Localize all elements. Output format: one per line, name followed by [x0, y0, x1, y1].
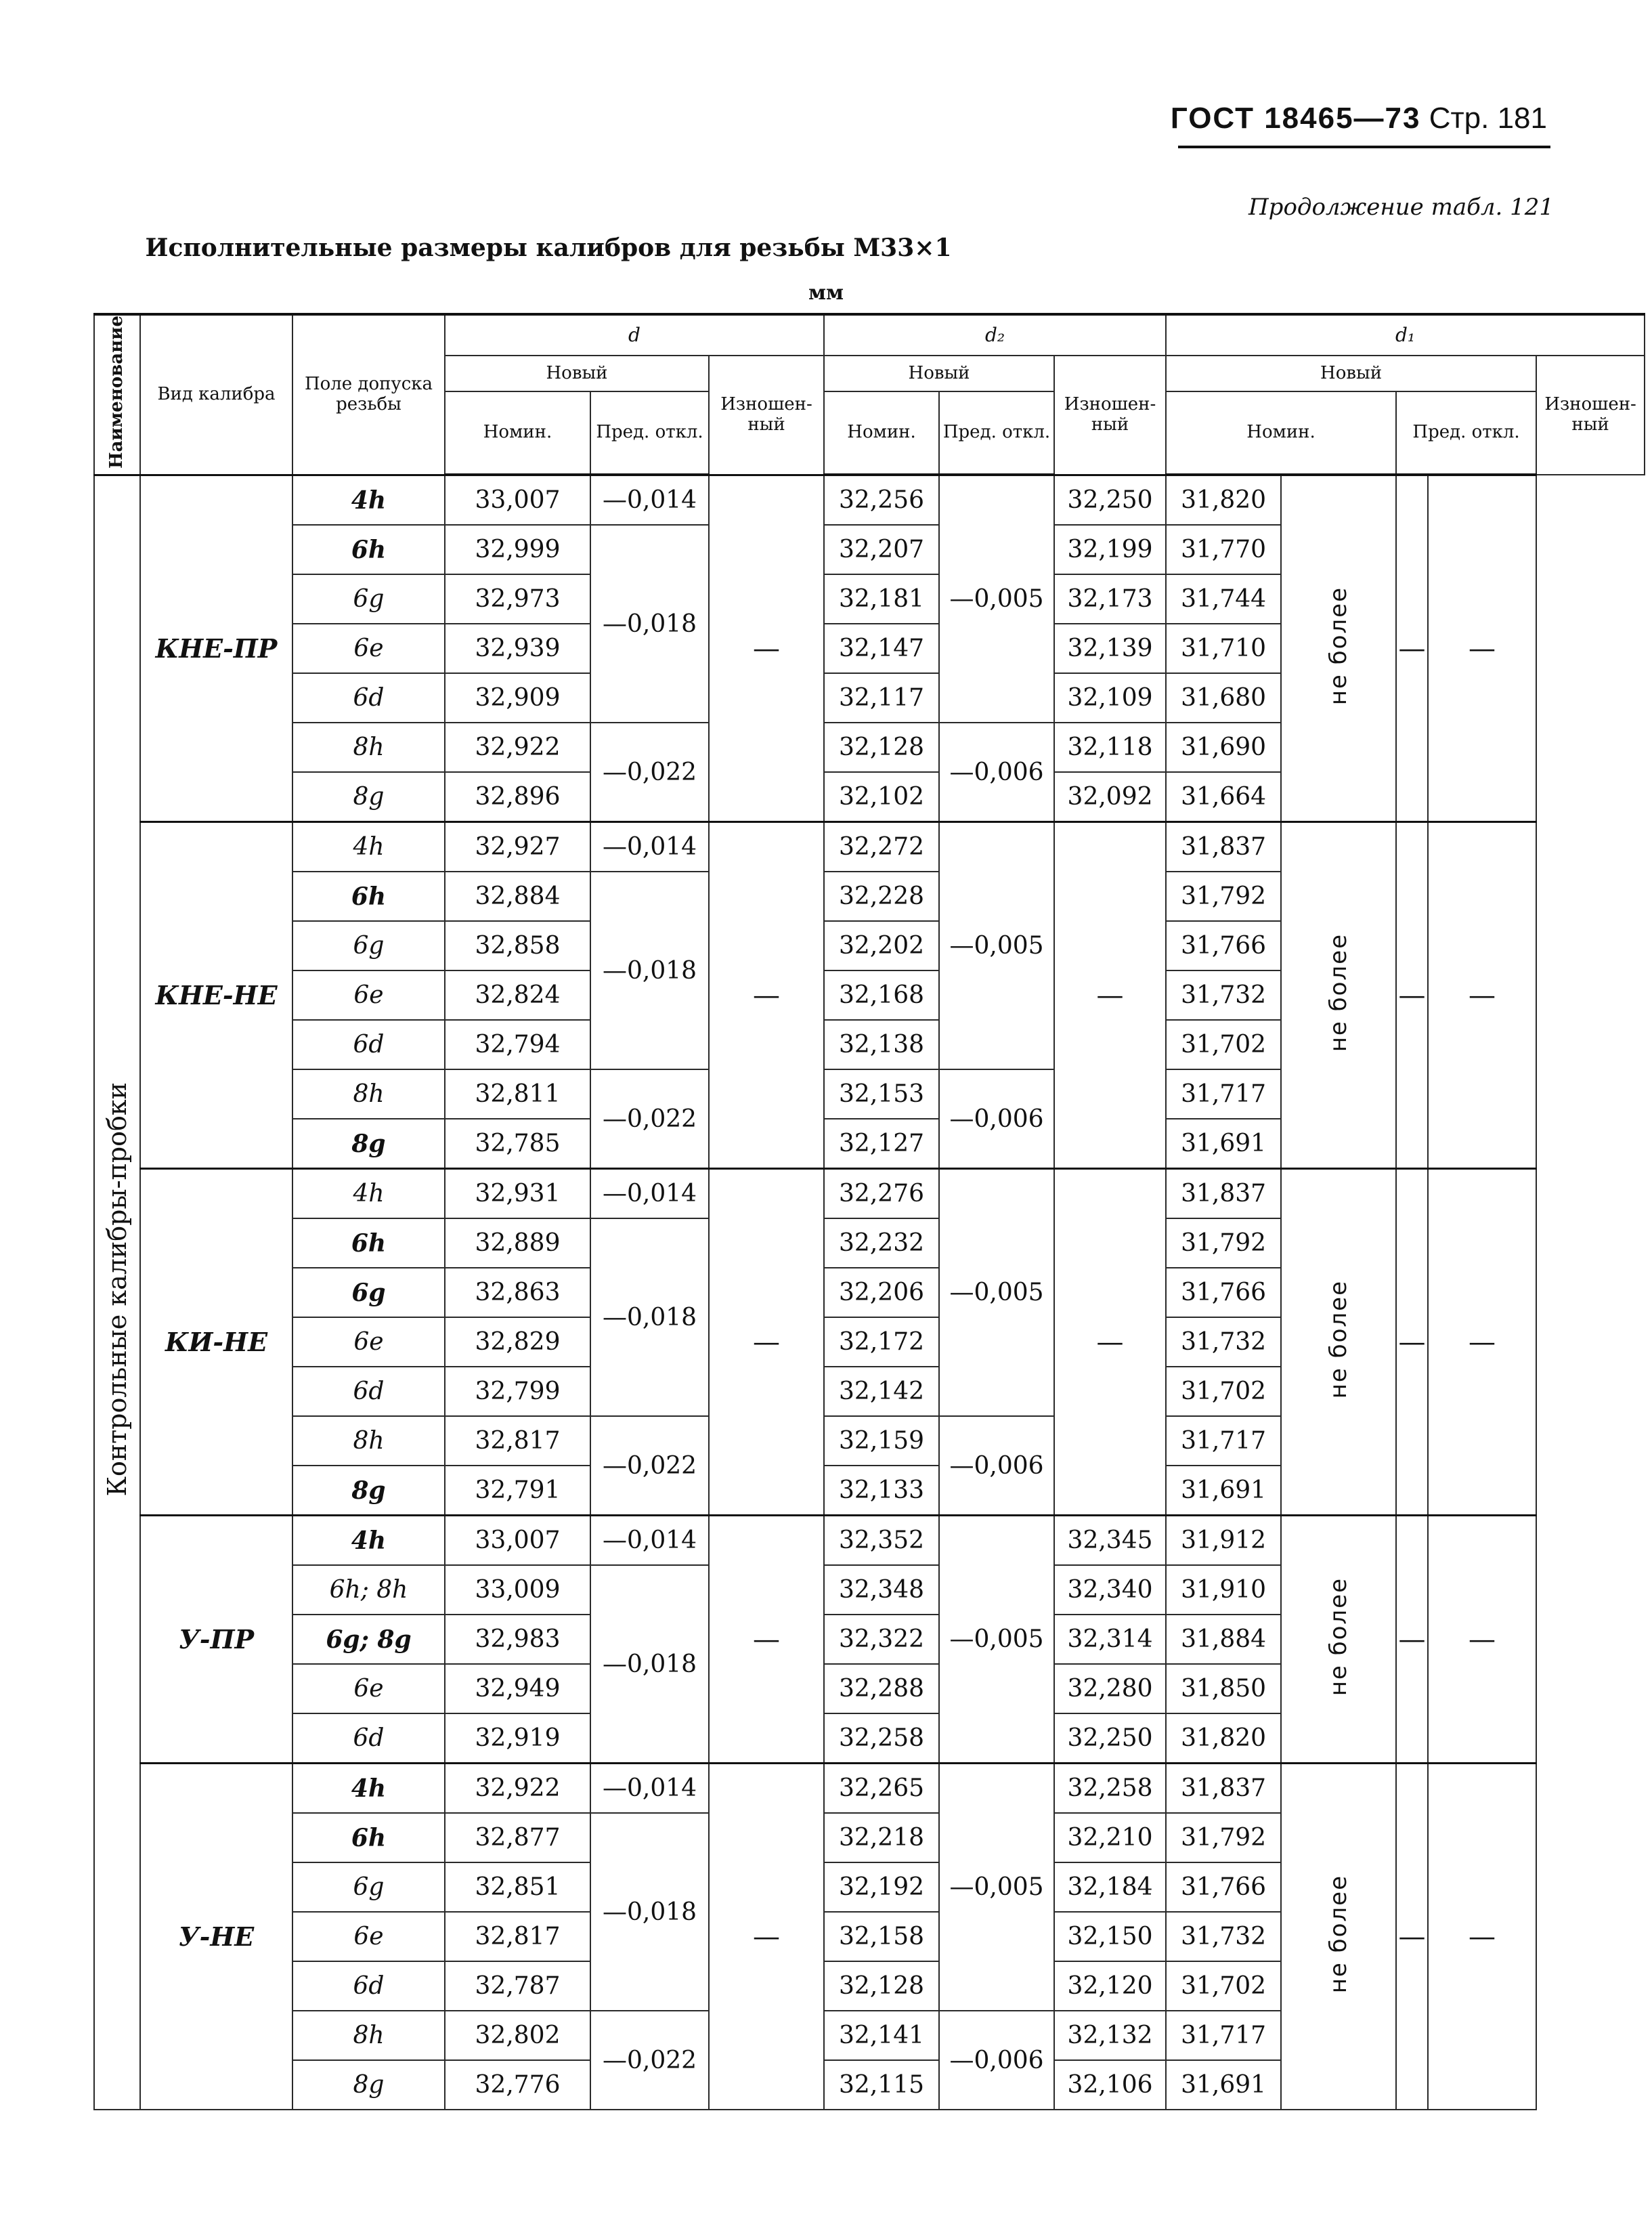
tolerance-field: 6h [292, 525, 445, 574]
d-deviation-header: Пред. откл. [590, 391, 709, 475]
d1-deviation: — [1396, 822, 1428, 1169]
units-label: мм [808, 281, 844, 305]
d2-nominal: 32,202 [824, 921, 939, 970]
d1-nominal: 31,664 [1166, 772, 1281, 822]
d-deviation: —0,018 [590, 1813, 709, 2011]
tolerance-field: 6e [292, 624, 445, 673]
category-label: Контрольные калибры-пробки [94, 475, 140, 2110]
d2-nominal: 32,141 [824, 2011, 939, 2060]
table-row [94, 822, 1645, 872]
d2-deviation: —0,005 [939, 1764, 1054, 2011]
tolerance-field: 6e [292, 1317, 445, 1367]
d2-nominal: 32,272 [824, 822, 939, 872]
tolerance-field: 6e [292, 970, 445, 1020]
d-worn: — [709, 1516, 824, 1764]
d-deviation: —0,022 [590, 723, 709, 822]
d2-worn: 32,120 [1054, 1961, 1166, 2011]
table-row [94, 475, 1645, 525]
tolerance-field: 8h [292, 2011, 445, 2060]
d1-nominal: 31,717 [1166, 2011, 1281, 2060]
d-nominal: 32,927 [445, 822, 590, 872]
d-nominal: 33,007 [445, 1516, 590, 1566]
d1-nominal: 31,702 [1166, 1367, 1281, 1416]
tolerance-field: 6g [292, 921, 445, 970]
d-nominal: 32,919 [445, 1713, 590, 1764]
d2-nominal: 32,117 [824, 673, 939, 723]
col-d1-header: d₁ [1166, 314, 1645, 356]
col-gauge-type-header: Вид калибра [140, 314, 292, 475]
d-nominal: 32,896 [445, 772, 590, 822]
d1-nominal: 31,912 [1166, 1516, 1281, 1566]
d-nominal: 32,889 [445, 1218, 590, 1268]
d-worn: — [709, 1169, 824, 1516]
d-nominal: 32,802 [445, 2011, 590, 2060]
tolerance-field: 6d [292, 1020, 445, 1069]
not-more-label: не более [1281, 475, 1396, 822]
d-new-header: Новый [445, 356, 709, 391]
d2-nominal: 32,102 [824, 772, 939, 822]
d-nominal: 32,939 [445, 624, 590, 673]
d1-nominal: 31,820 [1166, 475, 1281, 525]
gauge-name: КНЕ-НЕ [140, 822, 292, 1169]
d2-nominal: 32,115 [824, 2060, 939, 2110]
d1-nominal: 31,792 [1166, 1813, 1281, 1862]
d-nominal: 32,817 [445, 1416, 590, 1466]
d2-worn: 32,132 [1054, 2011, 1166, 2060]
d1-nominal-header: Номин. [1166, 391, 1396, 475]
d1-deviation: — [1396, 1169, 1428, 1516]
d2-nominal: 32,207 [824, 525, 939, 574]
d2-worn: 32,258 [1054, 1764, 1166, 1814]
d1-nominal: 31,837 [1166, 1169, 1281, 1219]
d1-nominal: 31,820 [1166, 1713, 1281, 1764]
tolerance-field: 6g [292, 1862, 445, 1912]
d1-deviation-header: Пред. откл. [1396, 391, 1536, 475]
d2-nominal: 32,256 [824, 475, 939, 525]
d2-nominal: 32,138 [824, 1020, 939, 1069]
d2-nominal: 32,133 [824, 1466, 939, 1516]
d2-nominal: 32,128 [824, 723, 939, 772]
d2-nominal: 32,128 [824, 1961, 939, 2011]
d2-worn: 32,173 [1054, 574, 1166, 624]
d2-nominal: 32,172 [824, 1317, 939, 1367]
d2-deviation: —0,005 [939, 475, 1054, 723]
table-continuation-note: Продолжение табл. 121 [1248, 194, 1554, 221]
col-d-header: d [445, 314, 824, 356]
d1-nominal: 31,884 [1166, 1615, 1281, 1664]
d1-nominal: 31,766 [1166, 1268, 1281, 1317]
d1-nominal: 31,850 [1166, 1664, 1281, 1713]
d1-nominal: 31,710 [1166, 624, 1281, 673]
tolerance-field: 6e [292, 1664, 445, 1713]
gauge-dimensions-table [93, 313, 1645, 2110]
d1-nominal: 31,770 [1166, 525, 1281, 574]
d-deviation: —0,014 [590, 822, 709, 872]
d1-nominal: 31,837 [1166, 1764, 1281, 1814]
d-nominal: 32,858 [445, 921, 590, 970]
d2-worn: 32,250 [1054, 1713, 1166, 1764]
standard-number: ГОСТ 18465—73 [1170, 102, 1421, 135]
d2-worn: 32,118 [1054, 723, 1166, 772]
d1-nominal: 31,690 [1166, 723, 1281, 772]
d-deviation: —0,014 [590, 1764, 709, 1814]
d1-nominal: 31,702 [1166, 1961, 1281, 2011]
d2-nominal: 32,158 [824, 1912, 939, 1961]
d2-worn: 32,199 [1054, 525, 1166, 574]
tolerance-field: 4h [292, 1516, 445, 1566]
tolerance-field: 6g; 8g [292, 1615, 445, 1664]
d2-nominal: 32,153 [824, 1069, 939, 1119]
d-deviation: —0,022 [590, 2011, 709, 2110]
d-nominal-header: Номин. [445, 391, 590, 475]
d-nominal: 32,776 [445, 2060, 590, 2110]
d2-deviation: —0,006 [939, 723, 1054, 822]
d-nominal: 32,811 [445, 1069, 590, 1119]
d1-worn: — [1428, 475, 1536, 822]
tolerance-field: 6h [292, 872, 445, 921]
tolerance-field: 6h [292, 1813, 445, 1862]
tolerance-field: 4h [292, 1764, 445, 1814]
tolerance-field: 6g [292, 574, 445, 624]
d-nominal: 32,863 [445, 1268, 590, 1317]
d2-nominal: 32,127 [824, 1119, 939, 1169]
tolerance-field: 6d [292, 1367, 445, 1416]
d1-deviation: — [1396, 1764, 1428, 2110]
d-nominal: 32,794 [445, 1020, 590, 1069]
d2-nominal: 32,276 [824, 1169, 939, 1219]
d-nominal: 32,922 [445, 723, 590, 772]
d-nominal: 32,973 [445, 574, 590, 624]
d2-worn: — [1054, 822, 1166, 1169]
d-nominal: 32,829 [445, 1317, 590, 1367]
d2-nominal: 32,258 [824, 1713, 939, 1764]
d2-nominal: 32,218 [824, 1813, 939, 1862]
d-deviation: —0,014 [590, 1169, 709, 1219]
d2-nominal: 32,159 [824, 1416, 939, 1466]
d2-nominal: 32,206 [824, 1268, 939, 1317]
d-worn-header: Изношен-ный [709, 356, 824, 475]
d-nominal: 33,007 [445, 475, 590, 525]
d-nominal: 32,877 [445, 1813, 590, 1862]
d2-worn: 32,150 [1054, 1912, 1166, 1961]
d2-new-header: Новый [824, 356, 1054, 391]
d2-worn: 32,345 [1054, 1516, 1166, 1566]
d-nominal: 32,909 [445, 673, 590, 723]
d-deviation: —0,018 [590, 872, 709, 1069]
d-deviation: —0,014 [590, 475, 709, 525]
d1-nominal: 31,910 [1166, 1565, 1281, 1615]
d-nominal: 32,851 [445, 1862, 590, 1912]
d2-nominal: 32,228 [824, 872, 939, 921]
table-row [94, 1516, 1645, 1566]
d1-deviation: — [1396, 475, 1428, 822]
d2-worn: 32,092 [1054, 772, 1166, 822]
d2-worn: 32,280 [1054, 1664, 1166, 1713]
d-deviation: —0,018 [590, 1565, 709, 1764]
d-deviation: —0,022 [590, 1069, 709, 1169]
tolerance-field: 8h [292, 1069, 445, 1119]
tolerance-field: 6d [292, 1713, 445, 1764]
d2-worn: — [1054, 1169, 1166, 1516]
col-tolerance-field-header: Поле допуска резьбы [292, 314, 445, 475]
tolerance-field: 4h [292, 475, 445, 525]
page-header [1171, 102, 1547, 135]
d-nominal: 32,949 [445, 1664, 590, 1713]
d1-nominal: 31,837 [1166, 822, 1281, 872]
d2-worn: 32,109 [1054, 673, 1166, 723]
d-deviation: —0,018 [590, 1218, 709, 1416]
d-nominal: 32,785 [445, 1119, 590, 1169]
d2-nominal-header: Номин. [824, 391, 939, 475]
d-nominal: 32,983 [445, 1615, 590, 1664]
d-nominal: 32,824 [445, 970, 590, 1020]
d1-deviation: — [1396, 1516, 1428, 1764]
d-nominal: 32,799 [445, 1367, 590, 1416]
tolerance-field: 8g [292, 1466, 445, 1516]
d1-worn: — [1428, 822, 1536, 1169]
d2-nominal: 32,181 [824, 574, 939, 624]
tolerance-field: 8g [292, 1119, 445, 1169]
d1-nominal: 31,732 [1166, 970, 1281, 1020]
header-rule [1178, 146, 1550, 148]
d2-worn-header: Изношен-ный [1054, 356, 1166, 475]
d2-deviation: —0,006 [939, 2011, 1054, 2110]
gauge-name: КНЕ-ПР [140, 475, 292, 822]
table-row [94, 1764, 1645, 1814]
d1-nominal: 31,792 [1166, 1218, 1281, 1268]
d2-nominal: 32,265 [824, 1764, 939, 1814]
d-nominal: 32,884 [445, 872, 590, 921]
tolerance-field: 6d [292, 673, 445, 723]
table-row [94, 1169, 1645, 1219]
d2-worn: 32,314 [1054, 1615, 1166, 1664]
d2-nominal: 32,322 [824, 1615, 939, 1664]
d-nominal: 33,009 [445, 1565, 590, 1615]
d-nominal: 32,999 [445, 525, 590, 574]
d1-nominal: 31,691 [1166, 1119, 1281, 1169]
gauge-name: КИ-НЕ [140, 1169, 292, 1516]
d2-nominal: 32,288 [824, 1664, 939, 1713]
d2-nominal: 32,192 [824, 1862, 939, 1912]
d2-worn: 32,184 [1054, 1862, 1166, 1912]
d-nominal: 32,931 [445, 1169, 590, 1219]
gauge-name: У-НЕ [140, 1764, 292, 2110]
tolerance-field: 8g [292, 772, 445, 822]
d-deviation: —0,014 [590, 1516, 709, 1566]
d1-nominal: 31,680 [1166, 673, 1281, 723]
d-nominal: 32,922 [445, 1764, 590, 1814]
tolerance-field: 6g [292, 1268, 445, 1317]
d1-nominal: 31,792 [1166, 872, 1281, 921]
d1-nominal: 31,717 [1166, 1416, 1281, 1466]
d1-nominal: 31,691 [1166, 2060, 1281, 2110]
d2-worn: 32,250 [1054, 475, 1166, 525]
d2-deviation: —0,005 [939, 822, 1054, 1070]
d1-worn: — [1428, 1516, 1536, 1764]
d-deviation: —0,018 [590, 525, 709, 723]
not-more-label: не более [1281, 822, 1396, 1169]
d2-worn: 32,210 [1054, 1813, 1166, 1862]
tolerance-field: 6h [292, 1218, 445, 1268]
d1-worn-header: Изношен-ный [1536, 356, 1645, 475]
d2-worn: 32,139 [1054, 624, 1166, 673]
not-more-label: не более [1281, 1169, 1396, 1516]
d1-new-header: Новый [1166, 356, 1536, 391]
d2-nominal: 32,232 [824, 1218, 939, 1268]
d2-deviation: —0,006 [939, 1416, 1054, 1516]
d1-nominal: 31,702 [1166, 1020, 1281, 1069]
d-deviation: —0,022 [590, 1416, 709, 1516]
d1-nominal: 31,766 [1166, 921, 1281, 970]
d2-deviation: —0,005 [939, 1169, 1054, 1417]
d2-nominal: 32,147 [824, 624, 939, 673]
d-worn: — [709, 1764, 824, 2110]
page-number: Стр. 181 [1429, 102, 1547, 135]
tolerance-field: 4h [292, 822, 445, 872]
d-nominal: 32,787 [445, 1961, 590, 2011]
d1-nominal: 31,744 [1166, 574, 1281, 624]
tolerance-field: 6d [292, 1961, 445, 2011]
d-nominal: 32,791 [445, 1466, 590, 1516]
tolerance-field: 8h [292, 723, 445, 772]
d-worn: — [709, 822, 824, 1169]
d-worn: — [709, 475, 824, 822]
not-more-label: не более [1281, 1516, 1396, 1764]
d2-nominal: 32,352 [824, 1516, 939, 1566]
d1-worn: — [1428, 1764, 1536, 2110]
tolerance-field: 8h [292, 1416, 445, 1466]
tolerance-field: 6h; 8h [292, 1565, 445, 1615]
d1-nominal: 31,732 [1166, 1317, 1281, 1367]
d2-deviation-header: Пред. откл. [939, 391, 1054, 475]
d1-nominal: 31,691 [1166, 1466, 1281, 1516]
d2-nominal: 32,168 [824, 970, 939, 1020]
table-title: Исполнительные размеры калибров для резьбы М33×1 [145, 234, 952, 262]
d1-nominal: 31,732 [1166, 1912, 1281, 1961]
d2-deviation: —0,006 [939, 1069, 1054, 1169]
d1-nominal: 31,766 [1166, 1862, 1281, 1912]
d1-worn: — [1428, 1169, 1536, 1516]
d2-nominal: 32,142 [824, 1367, 939, 1416]
d2-nominal: 32,348 [824, 1565, 939, 1615]
d2-worn: 32,340 [1054, 1565, 1166, 1615]
d1-nominal: 31,717 [1166, 1069, 1281, 1119]
col-d2-header: d₂ [824, 314, 1166, 356]
not-more-label: не более [1281, 1764, 1396, 2110]
tolerance-field: 8g [292, 2060, 445, 2110]
col-name-header: Наименование [94, 314, 140, 475]
d2-worn: 32,106 [1054, 2060, 1166, 2110]
gauge-name: У-ПР [140, 1516, 292, 1764]
d-nominal: 32,817 [445, 1912, 590, 1961]
tolerance-field: 6e [292, 1912, 445, 1961]
tolerance-field: 4h [292, 1169, 445, 1219]
d2-deviation: —0,005 [939, 1516, 1054, 1764]
